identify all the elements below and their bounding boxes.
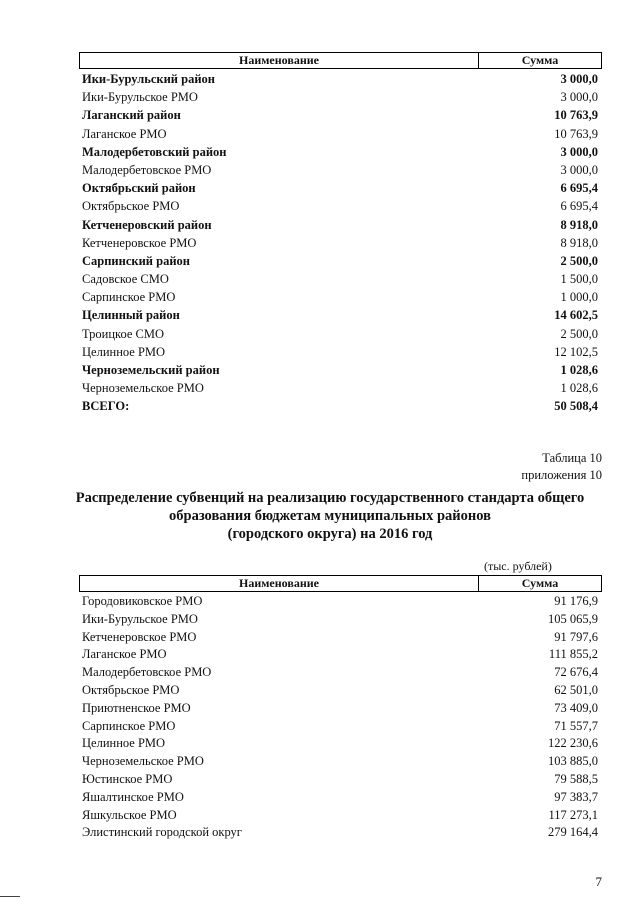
row-sum: 10 763,9	[554, 108, 598, 123]
row-name: Кетченеровское РМО	[82, 235, 197, 250]
row-name: Целинный район	[82, 308, 180, 323]
row-sum: 3 000,0	[560, 72, 598, 86]
row-name: Кетченеровский район	[82, 217, 212, 232]
table-row	[79, 70, 602, 88]
row-sum: 8 918,0	[560, 217, 598, 232]
row-name: Приютненское РМО	[82, 700, 191, 715]
row-name: Лаганское РМО	[82, 647, 167, 662]
table-row	[79, 379, 602, 397]
row-sum: 8 918,0	[560, 235, 598, 250]
row-sum: 6 695,4	[560, 199, 598, 214]
row-name: Целинное РМО	[82, 736, 166, 751]
row-sum: 103 885,0	[548, 754, 598, 769]
table-row	[79, 824, 602, 842]
table-row	[79, 306, 602, 324]
row-name: Целинное РМО	[82, 344, 166, 359]
row-sum: 279 164,4	[548, 825, 598, 840]
units-label: (тыс. рублей)	[484, 559, 552, 573]
row-sum: 12 102,5	[554, 344, 598, 359]
row-name: Лаганское РМО	[82, 126, 167, 141]
row-name: Черноземельское РМО	[82, 754, 204, 769]
table-row	[79, 682, 602, 700]
table-row	[79, 161, 602, 179]
row-sum: 105 065,9	[548, 611, 598, 626]
table-number: Таблица 10	[542, 451, 602, 465]
row-sum: 62 501,0	[554, 682, 598, 697]
row-name: Октябрьский район	[82, 181, 196, 196]
table-row	[79, 88, 602, 106]
row-sum: 73 409,0	[554, 700, 598, 715]
row-name: ВСЕГО:	[82, 399, 130, 414]
table-row	[79, 288, 602, 306]
row-name: Ики-Бурульское РМО	[82, 90, 198, 105]
row-sum: 122 230,6	[548, 736, 598, 751]
row-sum: 1 500,0	[560, 272, 598, 287]
row-sum: 50 508,4	[554, 399, 598, 414]
row-sum: 14 602,5	[554, 308, 598, 323]
table-row	[79, 197, 602, 215]
row-name: Малодербетовское РМО	[82, 162, 212, 177]
row-sum: 72 676,4	[554, 665, 598, 680]
row-sum: 91 176,9	[554, 594, 598, 608]
row-name: Сарпинское РМО	[82, 718, 176, 733]
row-sum: 1 028,6	[560, 363, 598, 377]
table-row	[79, 179, 602, 197]
table-header	[79, 52, 602, 69]
table-header	[79, 575, 602, 592]
row-name: Элистинский городской округ	[82, 825, 242, 840]
table-row	[79, 397, 602, 415]
table-body	[79, 70, 602, 416]
column-header-name: Наименование	[80, 576, 479, 591]
row-name: Садовское СМО	[82, 272, 169, 287]
table-row	[79, 361, 602, 379]
row-sum: 3 000,0	[560, 144, 598, 159]
column-header-sum: Сумма	[521, 576, 559, 590]
table-row	[79, 216, 602, 234]
row-sum: 3 000,0	[560, 90, 598, 105]
row-sum: 79 588,5	[554, 771, 598, 786]
table-row	[79, 735, 602, 753]
row-name: Сарпинское РМО	[82, 290, 176, 305]
budget-table-2	[79, 575, 602, 842]
page-number: 7	[595, 874, 602, 889]
row-name: Яшалтинское РМО	[82, 789, 184, 804]
table-row	[79, 106, 602, 124]
row-sum: 1 000,0	[560, 290, 598, 305]
table-body	[79, 593, 602, 842]
budget-table-1	[79, 52, 602, 416]
table-row	[79, 629, 602, 647]
table-row	[79, 343, 602, 361]
row-sum: 3 000,0	[560, 162, 598, 177]
table-row	[79, 646, 602, 664]
table-row	[79, 270, 602, 288]
table-row	[79, 143, 602, 161]
table-row	[79, 753, 602, 771]
table-row	[79, 325, 602, 343]
row-name: Октябрьское РМО	[82, 199, 180, 214]
table-row	[79, 234, 602, 252]
column-header-sum: Сумма	[521, 53, 559, 67]
table-row	[79, 611, 602, 629]
row-name: Городовиковское РМО	[82, 594, 203, 608]
row-sum: 6 695,4	[560, 181, 598, 196]
row-sum: 97 383,7	[554, 789, 598, 804]
table-row	[79, 252, 602, 270]
table-row	[79, 789, 602, 807]
table-row	[79, 771, 602, 789]
title-line-1: Распределение субвенций на реализацию государственного стандарта общего	[75, 490, 585, 506]
table-row	[79, 125, 602, 143]
title-line-2: образования бюджетам муниципальных районов	[169, 508, 491, 524]
row-sum: 117 273,1	[548, 807, 598, 822]
column-header-name: Наименование	[80, 53, 479, 68]
row-sum: 91 797,6	[554, 629, 598, 644]
row-name: Троицкое СМО	[82, 326, 165, 341]
table-row	[79, 718, 602, 736]
appendix-reference: приложения 10	[521, 468, 602, 482]
table-row	[79, 700, 602, 718]
section-title	[40, 489, 620, 543]
row-sum: 2 500,0	[560, 253, 598, 268]
scan-edge-mark	[0, 896, 20, 897]
row-name: Черноземельское РМО	[82, 381, 204, 396]
table-row	[79, 593, 602, 611]
row-name: Малодербетовский район	[82, 144, 227, 159]
row-name: Ики-Бурульское РМО	[82, 611, 198, 626]
row-name: Яшкульское РМО	[82, 807, 177, 822]
row-sum: 2 500,0	[560, 326, 598, 341]
row-name: Лаганский район	[82, 108, 181, 123]
row-sum: 1 028,6	[560, 381, 598, 396]
row-name: Юстинское РМО	[82, 771, 173, 786]
table-caption	[521, 450, 602, 484]
row-sum: 71 557,7	[554, 718, 598, 733]
row-name: Черноземельский район	[82, 363, 220, 377]
table-row	[79, 664, 602, 682]
row-name: Сарпинский район	[82, 253, 190, 268]
row-sum: 10 763,9	[554, 126, 598, 141]
row-name: Кетченеровское РМО	[82, 629, 197, 644]
table-row	[79, 807, 602, 825]
row-name: Малодербетовское РМО	[82, 665, 212, 680]
row-sum: 111 855,2	[548, 647, 598, 662]
title-line-3: (городского округа) на 2016 год	[227, 526, 433, 542]
row-name: Ики-Бурульский район	[82, 72, 215, 86]
row-name: Октябрьское РМО	[82, 682, 180, 697]
